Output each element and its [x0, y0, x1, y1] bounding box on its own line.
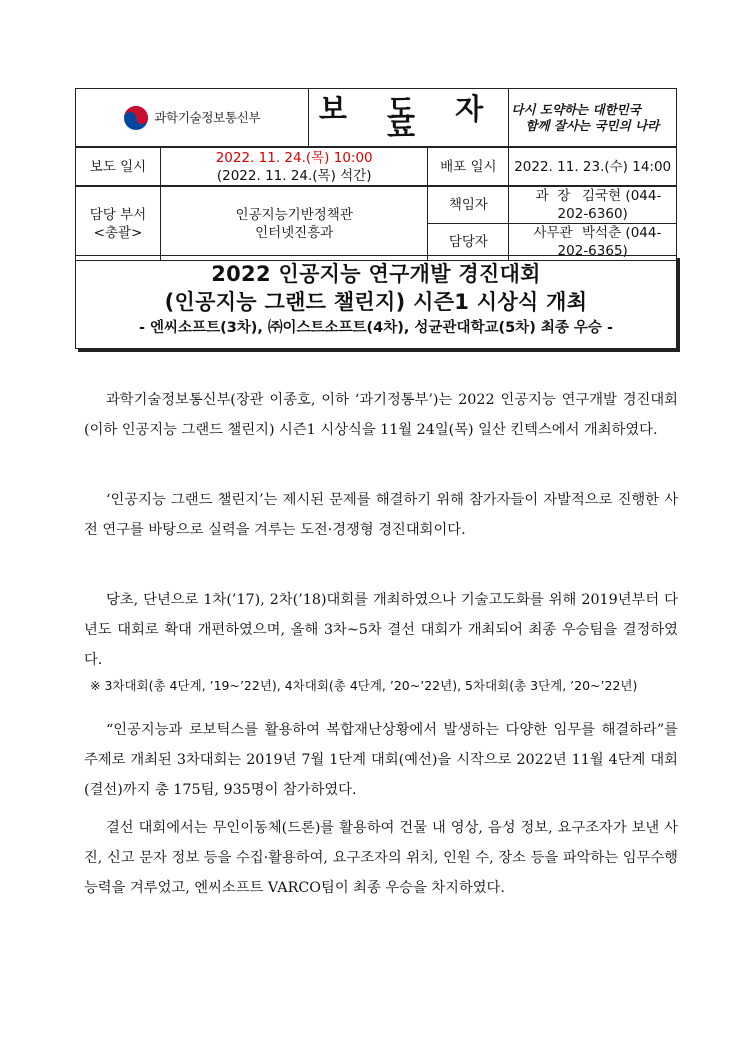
release-date: 2022. 11. 24.(목) 10:00 — [215, 149, 373, 166]
distribution-date: 2022. 11. 23.(수) 14:00 — [509, 147, 677, 186]
headline-line2: (인공지능 그랜드 챌린지) 시즌1 시상식 개최 — [164, 290, 588, 314]
paragraph-2-text: ‘인공지능 그랜드 챌린지’는 제시된 문제를 해결하기 위해 참가자들이 자발적으로 진행한 사전 연구를 바탕으로 실력을 겨루는 도전·경쟁형 경진대회이다. — [84, 492, 678, 538]
dept-label-cell — [76, 186, 161, 261]
paragraph-1-text: 과학기술정보통신부(장관 이종호, 이하 ‘과기정통부’)는 2022 인공지능 연구개발 경진대회(이하 인공지능 그랜드 챌린지) 시즌1 시상식을 11월 24일(목) 일산 킨텍스에서 개최하였다. — [84, 392, 678, 438]
slogan-line2: 함께 잘사는 국민의 나라 — [525, 117, 660, 133]
paragraph-1 — [84, 385, 678, 445]
paragraph-5-text: 결선 대회에서는 무인이동체(드론)를 활용하여 건물 내 영상, 음성 정보, 요구조자가 보낸 사진, 신고 문자 정보 등을 수집·활용하여, 요구조자의 위치, 인원 수, 장소 등을 파악하는 임무수행 능력을 겨루었고, 엔씨소프트 VARCO팀이 최종 우승을 차지하였다. — [84, 820, 678, 896]
paragraph-3 — [84, 585, 678, 675]
manager-title: 과 장 — [535, 188, 571, 204]
manager-name: 김국현 (044-202-6360) — [557, 188, 662, 222]
release-label: 보도 일시 — [76, 147, 161, 186]
paragraph-4-text: “인공지능과 로보틱스를 활용하여 복합재난상황에서 발생하는 다양한 임무를 해결하라”를 주제로 개최된 3차대회는 2019년 7월 1단계 대회(예선)을 시작으로 2022년 11월 4단계 대회(결선)까지 총 175팀, 935명이 참가하였다. — [84, 722, 678, 798]
contact-name: 박석춘 (044-202-6365) — [557, 225, 662, 259]
dept-cell — [161, 186, 428, 261]
dept-label: 담당 부서 — [89, 206, 147, 223]
slogan-cell — [509, 89, 677, 148]
headline-line1: 2022 인공지능 연구개발 경진대회 — [211, 262, 541, 286]
taegeuk-logo-icon — [123, 105, 149, 131]
release-date-cell — [161, 147, 428, 186]
document-title: 보 도 자 료 — [308, 89, 509, 148]
paragraph-2 — [84, 485, 678, 545]
ministry-name: 과학기술정보통신부 — [154, 109, 261, 125]
headline-box — [75, 255, 677, 349]
ministry-logo-cell — [76, 89, 309, 148]
header-table — [75, 88, 677, 261]
paragraph-3-text: 당초, 단년으로 1차(’17), 2차(’18)대회를 개최하였으나 기술고도화를 위해 2019년부터 다년도 대회로 확대 개편하였으며, 올해 3차~5차 결선 대회가 개최되어 최종 우승팀을 결정하였다. — [84, 592, 678, 668]
note-text: ※ 3차대회(총 4단계, ’19~’22년), 4차대회(총 4단계, ’20~’22년), 5차대회(총 3단계, ’20~’22년) — [90, 678, 638, 693]
dept-sub: <총괄> — [93, 224, 143, 241]
headline-subtitle: - 엔씨소프트(3차), ㈜이스트소프트(4차), 성균관대학교(5차) 최종 우승 - — [138, 320, 614, 336]
paragraph-4 — [84, 715, 678, 805]
manager-cell — [509, 186, 677, 224]
dept-name-2: 인터넷진흥과 — [255, 224, 334, 241]
contact-title: 사무관 — [533, 225, 573, 241]
dept-name-1: 인공지능기반정책관 — [235, 206, 353, 223]
paragraph-5 — [84, 813, 678, 903]
manager-label: 책임자 — [428, 186, 509, 224]
slogan-line1: 다시 도약하는 대한민국 — [511, 101, 641, 117]
contact-label: 담당자 — [428, 224, 509, 261]
release-date-evening: (2022. 11. 24.(목) 석간) — [216, 167, 372, 184]
distribution-label: 배포 일시 — [428, 147, 509, 186]
